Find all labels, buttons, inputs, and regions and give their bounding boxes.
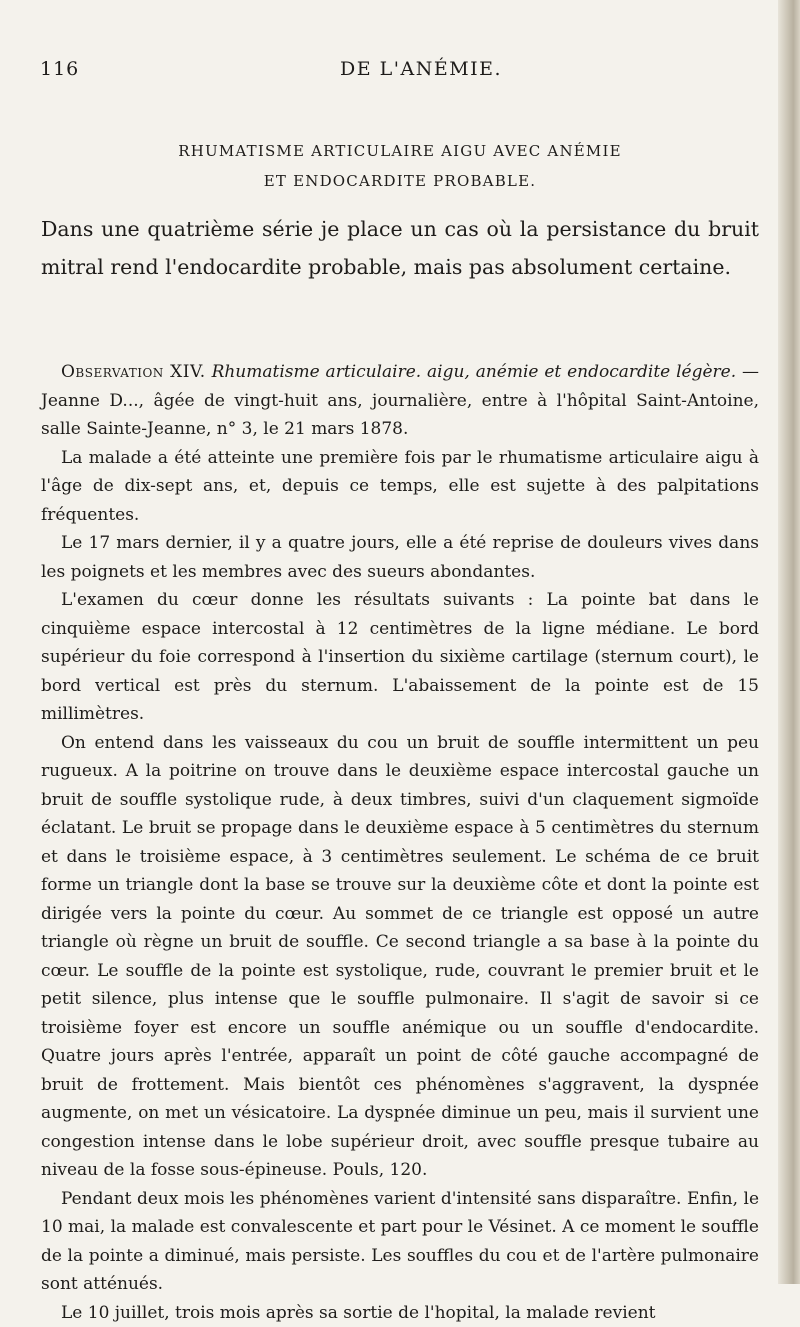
observation-body <box>41 358 759 1327</box>
paragraph-auscultation: On entend dans les vaisseaux du cou un bruit de souffle intermittent un peu rugueux. A la poitrine on trouve dans le deuxième espace intercostal gauche un bruit de souffle systolique rude, à deux timbres, suivi d'un claquement sigmoïde éclatant. Le bruit se propage dans le deuxième espace à 5 centimètres du sternum et dans le troisième espace, à 3 centimètres seulement. Le schéma de ce bruit forme un triangle dont la base se trouve sur la deuxième côte et dont la pointe est dirigée vers la pointe du cœur. Au sommet de ce triangle est opposé un autre triangle où règne un bruit de souffle. Ce second triangle a sa base à la pointe du cœur. Le souffle de la pointe est systolique, rude, couvrant le premier bruit et le petit silence, plus intense que le souffle pulmonaire. Il s'agit de savoir si ce troisième foyer est encore un souffle anémique ou un souffle d'endocardite. Quatre jours après l'entrée, apparaît un point de côté gauche accompagné de bruit de frottement. Mais bientôt ces phénomènes s'aggravent, la dyspnée augmente, on met un vésicatoire. La dyspnée diminue un peu, mais il survient une congestion intense dans le lobe supérieur droit, avec souffle presque tubaire au niveau de la fosse sous-épineuse. Pouls, 120. <box>41 729 759 1185</box>
intro-paragraph: Dans une quatrième série je place un cas où la persistance du bruit mitral rend l'endocardite probable, mais pas absolument certaine. <box>41 210 759 286</box>
page-header <box>40 58 760 88</box>
paragraph-evolution: Pendant deux mois les phénomènes varient d'intensité sans disparaître. Enfin, le 10 mai, la malade est convalescente et part pour le Vésinet. A ce moment le souffle de la pointe a diminué, mais persiste. Les souffles du cou et de l'artère pulmonaire sont atténués. <box>41 1185 759 1299</box>
observation-heading-paragraph <box>41 358 759 444</box>
observation-heading: Rhumatisme articulaire. aigu, anémie et endocardite légère. <box>212 362 737 382</box>
paragraph-followup: Le 10 juillet, trois mois après sa sortie de l'hopital, la malade revient <box>41 1299 759 1327</box>
paragraph-exam: L'examen du cœur donne les résultats suivants : La pointe bat dans le cinquième espace intercostal à 12 centimètres de la ligne médiane. Le bord supérieur du foie correspond à l'insertion du sixième cartilage (sternum court), le bord vertical est près du sternum. L'abaissement de la pointe est de 15 millimètres. <box>41 586 759 729</box>
section-title-line-2: ET ENDOCARDITE PROBABLE. <box>40 172 760 190</box>
observation-patient: —Jeanne D..., âgée de vingt-huit ans, journalière, entre à l'hôpital Saint-Antoine, salle Sainte-Jeanne, n° 3, le 21 mars 1878. <box>41 362 759 439</box>
page-edge-shadow <box>778 0 800 1284</box>
running-head: DE L'ANÉMIE. <box>340 58 502 80</box>
page-number: 116 <box>40 58 79 80</box>
observation-label: Observation XIV. <box>61 362 206 382</box>
paragraph-onset: Le 17 mars dernier, il y a quatre jours, elle a été reprise de douleurs vives dans les poignets et les membres avec des sueurs abondantes. <box>41 529 759 586</box>
paragraph-history: La malade a été atteinte une première fois par le rhumatisme articulaire aigu à l'âge de dix-sept ans, et, depuis ce temps, elle est sujette à des palpitations fréquentes. <box>41 444 759 530</box>
section-title-line-1: RHUMATISME ARTICULAIRE AIGU AVEC ANÉMIE <box>40 142 760 160</box>
